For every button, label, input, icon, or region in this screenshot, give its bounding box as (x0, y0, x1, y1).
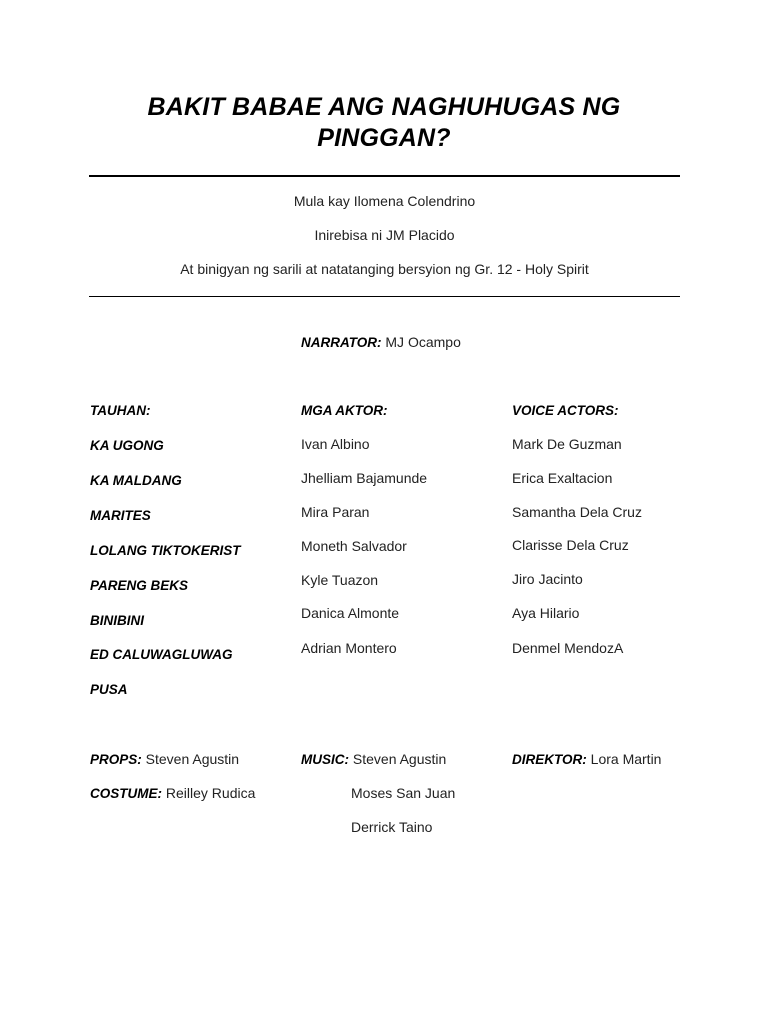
props-credit (90, 751, 239, 767)
voice-actor-item: Aya Hilario (512, 605, 580, 621)
actor-item: Kyle Tuazon (301, 572, 379, 588)
music-name: Steven Agustin (352, 751, 447, 767)
actor-item: Ivan Albino (301, 436, 370, 452)
credit-source: Mula kay Ilomena Colendrino (293, 193, 476, 209)
music-label: MUSIC: (301, 752, 349, 767)
title-line-1: BAKIT BABAE ANG NAGHUHUGAS NG (147, 93, 621, 121)
props-name: Steven Agustin (145, 751, 240, 767)
role-item: LOLANG TIKTOKERIST (90, 543, 241, 558)
actor-item: Danica Almonte (301, 605, 400, 621)
costume-credit (90, 785, 255, 801)
credit-version: At binigyan ng sarili at natatanging bersyion ng Gr. 12 - Holy Spirit (180, 261, 589, 277)
actor-item: Moneth Salvador (301, 538, 407, 554)
director-credit (512, 751, 661, 767)
costume-label: COSTUME: (90, 786, 162, 801)
role-item: BINIBINI (90, 613, 144, 628)
voice-actor-item: Denmel MendozA (512, 640, 624, 656)
music-credit (301, 751, 446, 767)
costume-name: Reilley Rudica (165, 785, 256, 801)
role-item: KA MALDANG (90, 473, 182, 488)
voice-actors-header: VOICE ACTORS: (512, 403, 619, 418)
top-divider (89, 175, 680, 177)
bottom-divider (89, 296, 680, 297)
actor-item: Adrian Montero (301, 640, 397, 656)
actors-header: MGA AKTOR: (301, 403, 388, 418)
actor-item: Jhelliam Bajamunde (301, 470, 428, 486)
document-title (90, 92, 678, 154)
props-label: PROPS: (90, 752, 142, 767)
voice-actor-item: Jiro Jacinto (512, 571, 583, 587)
voice-actor-item: Samantha Dela Cruz (512, 504, 642, 520)
narrator-name: MJ Ocampo (385, 334, 461, 350)
role-item: PUSA (90, 682, 128, 697)
voice-actor-item: Clarisse Dela Cruz (512, 537, 629, 553)
role-item: ED CALUWAGLUWAG (90, 647, 233, 662)
actor-item: Mira Paran (301, 504, 370, 520)
role-item: PARENG BEKS (90, 578, 189, 593)
voice-actor-item: Erica Exaltacion (512, 470, 613, 486)
voice-actor-item: Mark De Guzman (512, 436, 622, 452)
music-name: Moses San Juan (351, 785, 456, 801)
credit-revision: Inirebisa ni JM Placido (314, 227, 455, 243)
title-line-2: PINGGAN? (317, 124, 451, 152)
role-item: MARITES (90, 508, 151, 523)
director-label: DIREKTOR: (512, 752, 587, 767)
role-item: KA UGONG (90, 438, 164, 453)
roles-header: TAUHAN: (90, 403, 151, 418)
music-name: Derrick Taino (351, 819, 433, 835)
narrator-line (301, 334, 461, 350)
narrator-label: NARRATOR: (301, 335, 382, 350)
director-name: Lora Martin (590, 751, 662, 767)
